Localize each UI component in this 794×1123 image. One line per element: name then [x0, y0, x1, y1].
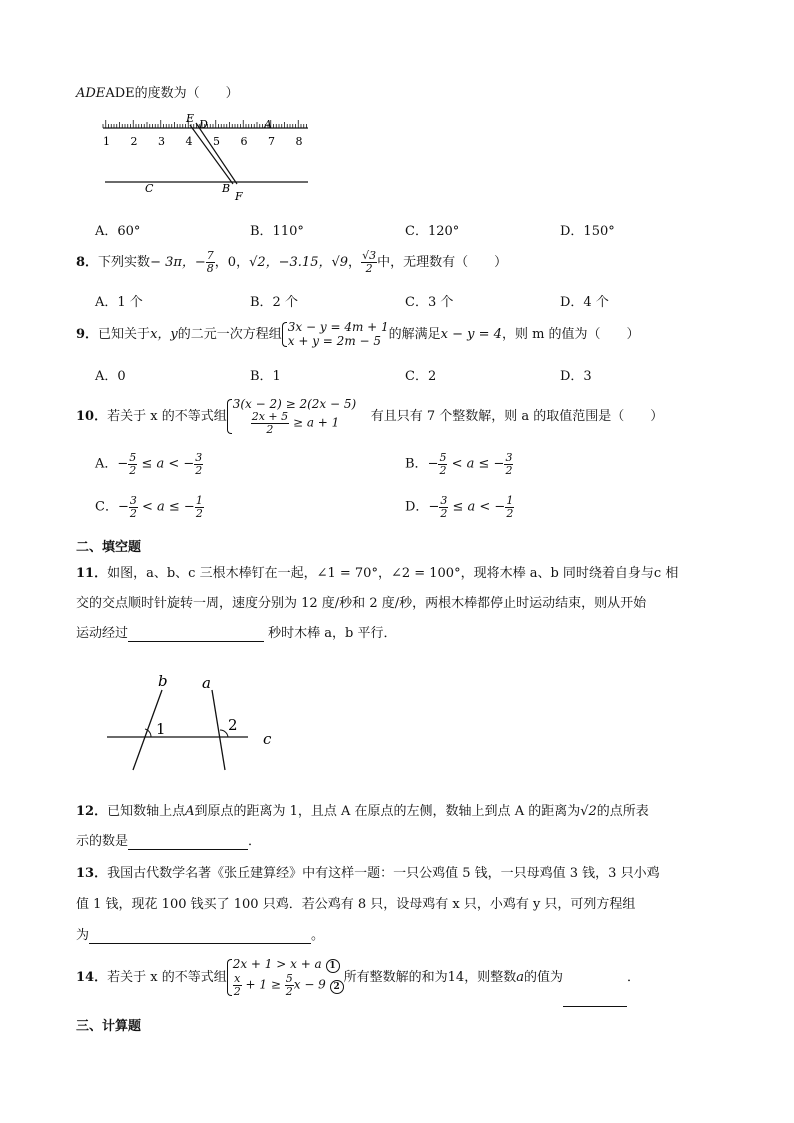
q12-answer-blank[interactable]: [128, 834, 248, 850]
q8-frac2-num: √3: [362, 249, 377, 263]
q7-stem: [76, 82, 239, 101]
q10-option-a-label: A．: [95, 456, 118, 472]
q8-option-d[interactable]: D．4 个: [560, 295, 609, 310]
q14-inequality-system: [227, 958, 344, 997]
q14-ineq1: 2x + 1 > x + a: [232, 956, 322, 971]
q9-option-b[interactable]: B．1: [250, 369, 281, 384]
q10-c-lden: 2: [129, 506, 137, 520]
q9-option-c[interactable]: C．2: [405, 369, 437, 384]
q14-mark-2: 2: [330, 980, 344, 994]
q7-option-c[interactable]: C．120°: [405, 224, 460, 239]
q14-stem-b: 所有整数解的和为14，则整数: [343, 970, 517, 985]
q11-line3: [76, 622, 397, 642]
q8-number: 8．: [76, 255, 99, 270]
q11-line3-b: 秒时木棒 a，b 平行．: [268, 626, 397, 641]
label-angle-2: 2: [228, 716, 238, 734]
q14-ineq2-num-b: 5: [285, 971, 293, 985]
q10-b-rnum: 3: [505, 451, 513, 464]
q12-line1-b: 到原点的距离为 1，且点 A 在原点的左侧，数轴上到点 A 的距离为: [194, 804, 581, 819]
q8-frac1-num: 7: [206, 249, 214, 263]
q8-expr-1: − 3π，−: [150, 255, 206, 270]
label-E: E: [186, 112, 195, 125]
q12-line2-end: ．: [248, 834, 262, 849]
label-c: c: [263, 730, 272, 748]
q9-vars: x，y: [150, 327, 178, 342]
q10-a-mid: ≤ a < −: [141, 456, 195, 472]
q10-ineq2-frac: [251, 411, 289, 435]
q14-stem: [76, 950, 640, 1007]
q14-var-a: a: [516, 970, 524, 985]
q9-stem-c: 的解满足: [388, 327, 441, 342]
q13-line2: 值 1 钱，现花 100 钱买了 100 只鸡．若公鸡有 8 只，设母鸡有 x 只，小鸡有 y 只，可列方程组: [76, 897, 636, 912]
q14-answer-blank[interactable]: [563, 950, 627, 1007]
ruler-number: 3: [158, 135, 165, 148]
q12-point-a: A: [185, 804, 195, 819]
ruler-number: 1: [103, 135, 110, 148]
q13-line1-text: 我国古代数学名著《张丘建算经》中有这样一题：一只公鸡值 5 钱，一只母鸡值 3 钱，3 只小鸡: [107, 866, 660, 881]
q10-c-lnum: 3: [129, 494, 137, 507]
q8-frac-7-8: [206, 250, 215, 274]
q9-stem: [76, 318, 640, 352]
q8-frac2-den: 2: [365, 262, 373, 275]
q10-a-lden: 2: [129, 463, 137, 477]
q10-d-rden: 2: [506, 506, 514, 520]
q11-sticks-figure: [100, 672, 285, 777]
q10-stem-b: 有且只有 7 个整数解，则 a 的取值范围是（ ）: [370, 409, 664, 424]
q7-stem-text: ADE的度数为（ ）: [105, 86, 239, 101]
q11-line1: [76, 562, 678, 581]
angle-2-arc: [220, 730, 228, 737]
q13-line3-end: 。: [311, 928, 325, 943]
label-C: C: [145, 182, 154, 195]
q8-stem: [76, 245, 507, 281]
q10-ineq2-num: 2x + 5: [251, 410, 289, 424]
q8-expr-2: ，0，: [214, 255, 250, 270]
q10-b-lden: 2: [439, 463, 447, 477]
q12-line2: [76, 830, 261, 850]
q12-line1-a: 已知数轴上点: [107, 804, 186, 819]
q14-ineq2-num-a: x: [234, 971, 241, 985]
q8-option-a[interactable]: A．1 个: [95, 295, 143, 310]
q12-line2-text: 示的数是: [76, 834, 129, 849]
q13-answer-blank[interactable]: [89, 928, 311, 944]
segment-ef: [196, 123, 237, 184]
q11-line1-text: 如图，a、b、c 三根木棒钉在一起，∠1 = 70°，∠2 = 100°，现将木棒 a、b 同时绕着自身与c 相: [107, 566, 679, 581]
q9-equation-system: [282, 321, 389, 349]
q10-option-c-label: C．: [95, 499, 118, 515]
ruler-number: 5: [213, 135, 220, 148]
ruler-number: 7: [268, 135, 275, 148]
q10-c-rnum: 1: [195, 494, 203, 507]
q10-d-mid: ≤ a < −: [452, 499, 506, 515]
q11-line2: 交的交点顺时针旋转一周，速度分别为 12 度/秒和 2 度/秒，两根木棒都停止时运动结束，则从开始: [76, 596, 647, 611]
q10-stem: [76, 392, 663, 442]
ruler-number: 4: [185, 135, 193, 148]
q14-ineq2-rhs: x − 9: [293, 977, 326, 992]
q8-expr-4: ，: [348, 255, 362, 270]
q10-ineq2-rhs: ≥ a + 1: [292, 415, 340, 430]
q10-option-d[interactable]: D．− $\frac{3}{2}$ ≤ a < − $\frac{1}{2}$: [405, 494, 514, 520]
label-D: D: [199, 118, 208, 131]
q12-sqrt2: √2: [580, 804, 597, 819]
q8-frac1-den: 8: [206, 262, 214, 275]
stick-a: [212, 690, 225, 770]
q9-stem-a: 已知关于: [98, 327, 151, 342]
q13-line3-text: 为: [76, 928, 90, 943]
label-b: b: [158, 672, 168, 690]
label-B: B: [222, 182, 231, 195]
q10-ineq2-den: 2: [266, 422, 274, 436]
q10-option-b-label: B．: [405, 456, 428, 472]
q9-condition: x − y = 4: [440, 327, 502, 342]
q10-b-mid: < a ≤ −: [451, 456, 505, 472]
q8-expr-3: ，−3.15，: [265, 255, 332, 270]
q10-d-lden: 2: [440, 506, 448, 520]
label-a: a: [202, 674, 211, 692]
q8-sqrt9: √9: [331, 255, 349, 270]
q14-end: ．: [626, 970, 640, 985]
q8-stem-a: 下列实数: [98, 255, 151, 270]
q10-c-rden: 2: [195, 506, 203, 520]
section-calculation-heading: 三、计算题: [76, 1019, 142, 1034]
q12-line1: [76, 800, 649, 819]
q12-number: 12．: [76, 804, 108, 819]
q9-eq1: 3x − y = 4m + 1: [287, 319, 389, 334]
q14-ineq2-den-b: 2: [285, 984, 293, 998]
q7-angle-name: ADE: [76, 86, 106, 101]
ruler-number: 2: [130, 135, 138, 148]
q9-eq2: x + y = 2m − 5: [287, 333, 382, 348]
section-fill-blank-heading: 二、填空题: [76, 540, 142, 555]
q10-number: 10．: [76, 409, 108, 424]
label-F: F: [235, 190, 243, 203]
q14-ineq2-mid: + 1 ≥: [245, 977, 281, 992]
q8-sqrt2: √2: [249, 255, 266, 270]
label-angle-1: 1: [156, 720, 166, 738]
q13-number: 13．: [76, 866, 108, 881]
q10-d-lnum: 3: [440, 494, 448, 507]
q7-option-a[interactable]: A．60°: [95, 224, 141, 239]
q8-frac-sqrt3-2: [361, 250, 377, 274]
q12-line1-c: 的点所表: [596, 804, 649, 819]
label-A: A: [264, 118, 272, 131]
q10-inequality-system: [227, 398, 363, 436]
q7-ruler-figure: [100, 112, 315, 207]
q8-stem-b: 中，无理数有（ ）: [377, 255, 508, 270]
q10-stem-a: 若关于 x 的不等式组: [107, 409, 227, 424]
q14-stem-a: 若关于 x 的不等式组: [107, 970, 227, 985]
q9-option-d[interactable]: D．3: [560, 369, 592, 384]
q10-a-rnum: 3: [195, 451, 203, 464]
q10-ineq1: 3(x − 2) ≥ 2(2x − 5): [232, 396, 357, 411]
q11-number: 11．: [76, 566, 108, 581]
q9-stem-b: 的二元一次方程组: [177, 327, 282, 342]
q9-stem-d: ，则 m 的值为（ ）: [501, 327, 640, 342]
q13-line1: [76, 862, 660, 881]
ruler-number: 8: [295, 135, 303, 148]
q10-a-rden: 2: [195, 463, 203, 477]
q10-option-c[interactable]: C．− $\frac{3}{2}$ < a ≤ − $\frac{1}{2}$: [95, 494, 203, 520]
q10-c-mid: < a ≤ −: [142, 499, 195, 515]
q10-b-lnum: 5: [439, 451, 447, 464]
ruler-number: 6: [240, 135, 248, 148]
q10-b-rden: 2: [505, 463, 513, 477]
q13-line3: [76, 924, 324, 944]
q7-option-d[interactable]: D．150°: [560, 224, 615, 239]
q8-option-c[interactable]: C．3 个: [405, 295, 454, 310]
q14-mark-1: 1: [326, 959, 340, 973]
q14-number: 14．: [76, 970, 108, 985]
q8-option-b[interactable]: B．2 个: [250, 295, 298, 310]
q10-option-b[interactable]: B．− $\frac{5}{2}$ < a ≤ − $\frac{3}{2}$: [405, 451, 513, 477]
segment-db: [190, 125, 233, 184]
q11-answer-blank[interactable]: [128, 626, 264, 642]
q10-option-d-label: D．: [405, 499, 429, 515]
q9-number: 9．: [76, 327, 99, 342]
q7-option-b[interactable]: B．110°: [250, 224, 304, 239]
q11-line3-a: 运动经过: [76, 626, 129, 641]
q14-stem-c: 的值为: [523, 970, 563, 985]
q10-d-rnum: 1: [506, 494, 514, 507]
q9-option-a[interactable]: A．0: [95, 369, 126, 384]
q10-a-lnum: 5: [129, 451, 137, 464]
q10-option-a[interactable]: A．− $\frac{5}{2}$ ≤ a < − $\frac{3}{2}$: [95, 451, 203, 477]
q14-ineq2-den-a: 2: [233, 984, 241, 998]
